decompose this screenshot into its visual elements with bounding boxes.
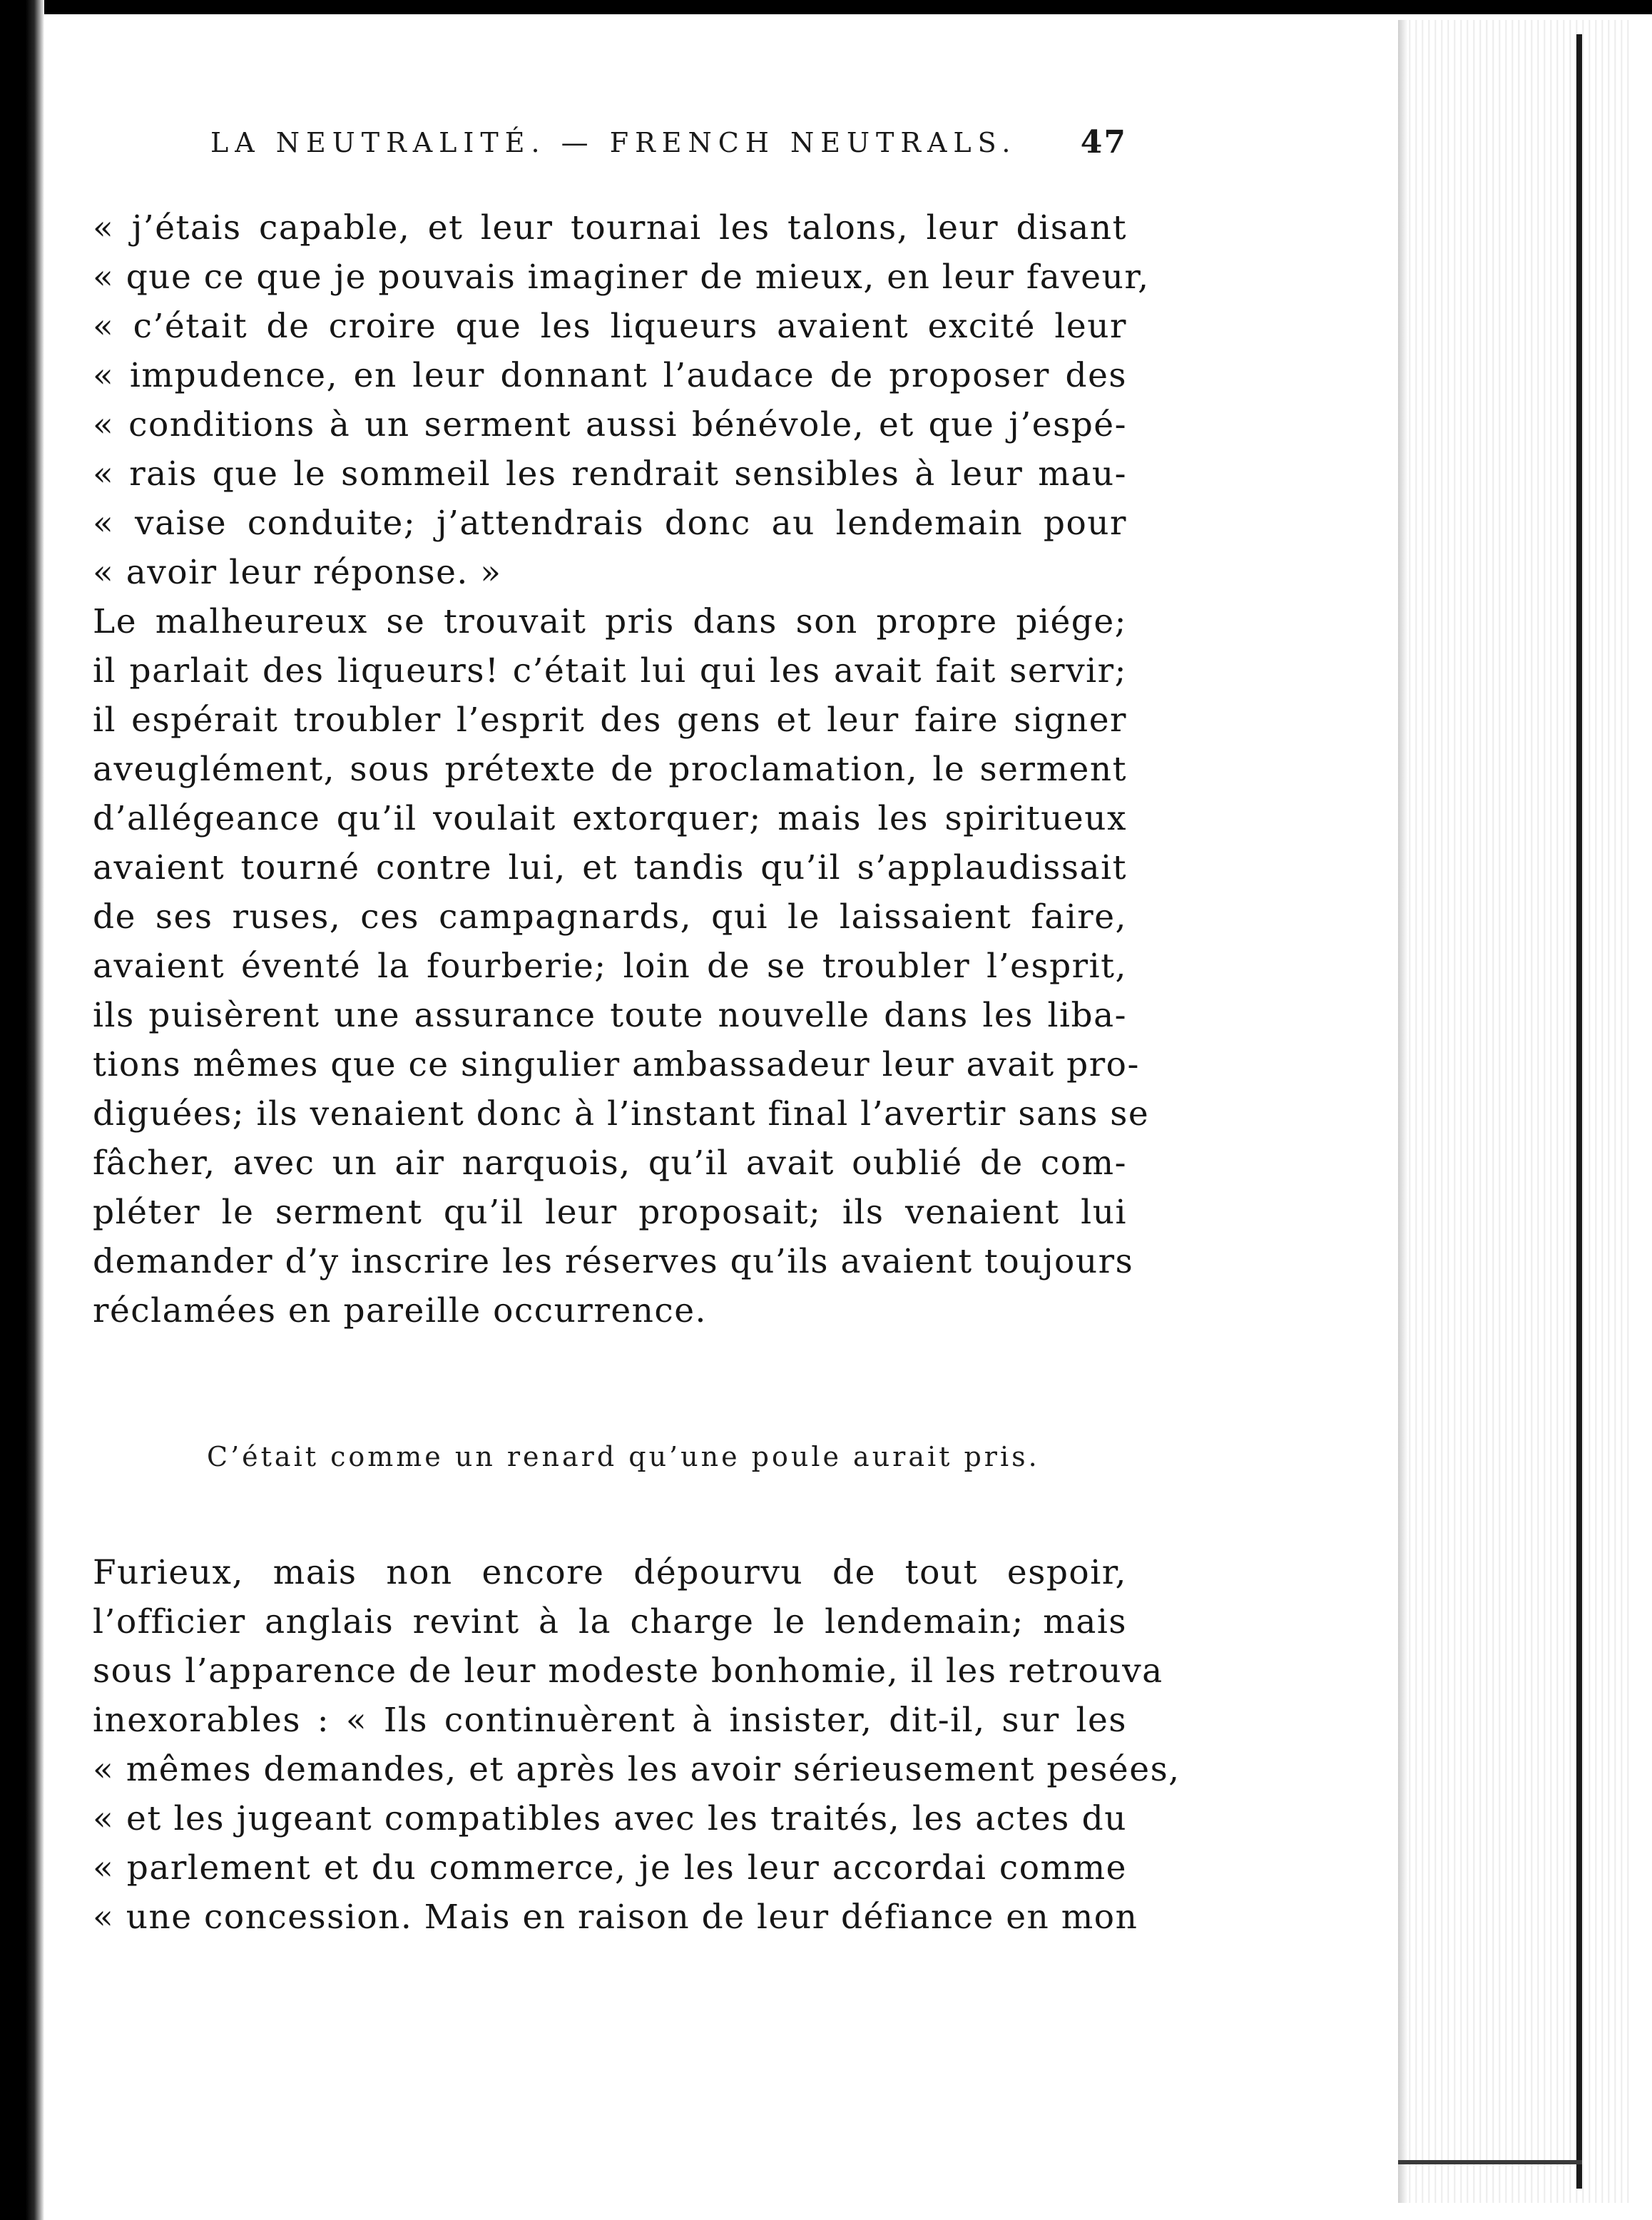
text-line: diguées; ils venaient donc à l’instant final l’avertir sans se xyxy=(93,1094,1150,1134)
text-line: « que ce que je pouvais imaginer de mieux, en leur faveur, xyxy=(93,258,1150,297)
body-text-upper xyxy=(93,203,1150,1335)
text-line: ils puisèrent une assurance toute nouvelle dans les liba- xyxy=(93,996,1127,1035)
text-line: inexorables : « Ils continuèrent à insister, dit-il, sur les xyxy=(93,1701,1127,1740)
book-bottom-edge xyxy=(1398,2160,1582,2164)
text-line: Furieux, mais non encore dépourvu de tout espoir, xyxy=(93,1553,1127,1592)
text-line: demander d’y inscrire les réserves qu’ils avaient toujours xyxy=(93,1242,1134,1281)
text-line: Le malheureux se trouvait pris dans son propre piége; xyxy=(93,602,1127,641)
body-text-lower xyxy=(93,1548,1181,1942)
text-line: avaient éventé la fourberie; loin de se troubler l’esprit, xyxy=(93,947,1127,986)
text-line: il parlait des liqueurs! c’était lui qui les avait fait servir; xyxy=(93,651,1127,691)
text-line: « j’étais capable, et leur tournai les talons, leur disant xyxy=(93,208,1127,248)
text-line: « mêmes demandes, et après les avoir sérieusement pesées, xyxy=(93,1750,1181,1789)
text-line: « parlement et du commerce, je les leur accordai comme xyxy=(93,1848,1127,1888)
text-line: « vaise conduite; j’attendrais donc au lendemain pour xyxy=(93,504,1127,543)
text-line: sous l’apparence de leur modeste bonhomie, il les retrouva xyxy=(93,1651,1163,1691)
separator-quote: C’était comme un renard qu’une poule aurait pris. xyxy=(207,1441,1040,1472)
running-head: LA NEUTRALITÉ. — FRENCH NEUTRALS. xyxy=(210,127,1017,158)
scan-border-left xyxy=(0,0,44,2220)
text-line: fâcher, avec un air narquois, qu’il avait oublié de com- xyxy=(93,1144,1127,1183)
text-line: il espérait troubler l’esprit des gens et leur faire signer xyxy=(93,701,1127,740)
text-line: « une concession. Mais en raison de leur défiance en mon xyxy=(93,1898,1138,1937)
text-line: « et les jugeant compatibles avec les traités, les actes du xyxy=(93,1799,1127,1838)
page-gutter-shadow xyxy=(1398,20,1408,2203)
text-line: pléter le serment qu’il leur proposait; ils venaient lui xyxy=(93,1193,1127,1232)
text-line: tions mêmes que ce singulier ambassadeur leur avait pro- xyxy=(93,1045,1140,1084)
text-line: avaient tourné contre lui, et tandis qu’il s’applaudissait xyxy=(93,848,1127,887)
text-line: réclamées en pareille occurrence. xyxy=(93,1291,707,1330)
scan-border-top xyxy=(0,0,1652,14)
text-line: aveuglément, sous prétexte de proclamation, le serment xyxy=(93,750,1127,789)
text-line: « rais que le sommeil les rendrait sensibles à leur mau- xyxy=(93,454,1127,494)
text-line: « impudence, en leur donnant l’audace de proposer des xyxy=(93,356,1127,395)
page-number: 47 xyxy=(1080,124,1127,161)
text-line: « conditions à un serment aussi bénévole, et que j’espé- xyxy=(93,405,1127,444)
text-line: « c’était de croire que les liqueurs avaient excité leur xyxy=(93,307,1127,346)
text-line: « avoir leur réponse. » xyxy=(93,553,502,592)
book-page-edges xyxy=(1398,20,1633,2203)
text-line: d’allégeance qu’il voulait extorquer; mais les spiritueux xyxy=(93,799,1127,838)
text-line: l’officier anglais revint à la charge le lendemain; mais xyxy=(93,1602,1127,1641)
book-edge-line xyxy=(1576,34,1582,2189)
text-line: de ses ruses, ces campagnards, qui le laissaient faire, xyxy=(93,897,1127,937)
page-header xyxy=(210,124,1127,170)
